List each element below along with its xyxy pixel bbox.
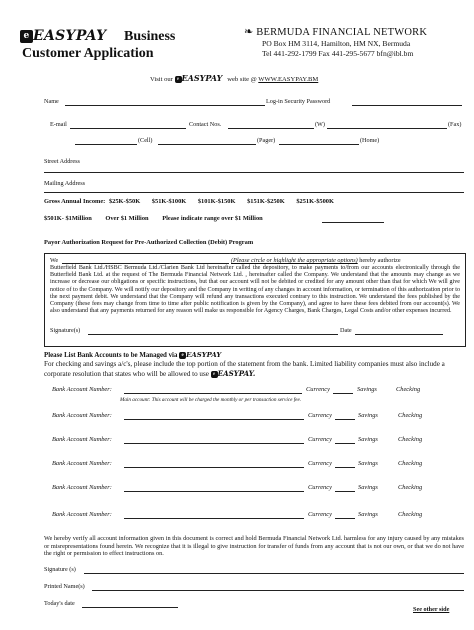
bank-account-field[interactable] [124, 443, 304, 444]
bank-account-field[interactable] [124, 518, 304, 519]
income-option[interactable]: $251K-$500K [296, 198, 334, 205]
savings-option[interactable]: Savings [358, 460, 378, 467]
login-label: Log-in Security Password [266, 98, 331, 105]
printed-name-field[interactable] [92, 590, 464, 591]
company-contact: Tel 441-292-1799 Fax 441-295-5677 bfn@ibl.bm [262, 49, 414, 58]
todays-date-label: Today's date [44, 600, 75, 607]
payor-instruction: (Please circle or highlight the appropriate options) hereby authorize [231, 257, 401, 264]
income-option[interactable]: $25K-$50K [108, 198, 141, 205]
bank-account-field[interactable] [124, 467, 304, 468]
home-field[interactable] [279, 144, 359, 145]
payor-signature-field[interactable] [88, 334, 338, 335]
savings-option[interactable]: Savings [357, 386, 377, 393]
currency-label: Currency [308, 412, 332, 419]
pager-label: (Pager) [257, 137, 276, 144]
website-link[interactable]: WWW.EASYPAY.BM [258, 76, 319, 83]
checking-option[interactable]: Checking [398, 436, 423, 443]
income-option[interactable]: Over $1 Million [105, 215, 149, 222]
work-phone-field[interactable] [228, 128, 314, 129]
payor-name-field[interactable] [62, 263, 229, 264]
cell-field[interactable] [75, 144, 137, 145]
currency-label: Currency [306, 386, 330, 393]
currency-label: Currency [308, 460, 332, 467]
company-address: PO Box HM 3114, Hamilton, HM NX, Bermuda [262, 39, 411, 48]
footer-signature-label: Signature (s) [44, 566, 76, 573]
name-label: Name [44, 98, 59, 105]
currency-label: Currency [308, 436, 332, 443]
easypay-emblem-icon: e [211, 371, 218, 378]
footer-signature-field[interactable] [84, 573, 464, 574]
currency-field[interactable] [335, 467, 355, 468]
easypay-logo: e EASYPAY [20, 28, 106, 44]
bank-account-field[interactable] [124, 393, 302, 394]
bank-account-row: Bank Account Number: [52, 484, 112, 491]
title-line2: Customer Application [22, 46, 154, 61]
see-other-side-link[interactable]: See other side [413, 606, 450, 613]
currency-field[interactable] [335, 491, 355, 492]
checking-option[interactable]: Checking [398, 412, 423, 419]
payor-date-label: Date [340, 327, 352, 334]
bank-account-row: Bank Account Number: [52, 511, 112, 518]
disclaimer: We hereby verify all account information given in this document is correct and hold Bermuda Financial Network Ltd. harmless for any injury caused by any mistakes or misrepresentations found herein. We recognize that it is illegal to give instruction for transfer of funds from any account that is not our own, or that we do not have the right or permission to effect instructions on. [44, 535, 464, 558]
income-over-field[interactable] [322, 222, 384, 223]
company-name: ❧ BERMUDA FINANCIAL NETWORK [244, 26, 428, 38]
checking-option[interactable]: Checking [396, 386, 421, 393]
todays-date-field[interactable] [82, 607, 178, 608]
payor-signature-label: Signature(s) [50, 327, 81, 334]
bank-account-row: Bank Account Number: [52, 412, 112, 419]
currency-field[interactable] [335, 518, 355, 519]
savings-option[interactable]: Savings [358, 436, 378, 443]
income-option[interactable]: $51K-$100K [151, 198, 187, 205]
bank-account-row: Bank Account Number: [52, 386, 112, 393]
currency-label: Currency [308, 511, 332, 518]
savings-option[interactable]: Savings [358, 412, 378, 419]
savings-option[interactable]: Savings [358, 511, 378, 518]
payor-body: Butterfield Bank Ltd./HSBC Bermuda Ltd./Clarien Bank Ltd hereinafter called the depository, to make payments to/from our accounts electronically through the Butterfield Bank Ltd. at the request of The Bermuda Financial Network Ltd. , hereinafter called the Company. We understand that the amounts may change as we increase or decrease our obligations or specific instructions, but that our account will not be debited or credited for any amount other than that for which We will give notice of to the Company. We will notify our depository and the Company in writing of any changes in account information, or termination of this authorization prior to the next payment debit. We understand that the Company will refund any transactions executed contrary to this instruction. We understand the fees published by the Company (these fees may change from time to time after public notification is given by the Company), and agree to have these fees debited from our account(s). We also understand that any payments returned for any reason will make us responsible for Agency Charges, Bank Charges, Legal Costs and/or other expenses incurred. [50, 265, 460, 315]
fax-field[interactable] [327, 128, 447, 129]
currency-field[interactable] [335, 443, 355, 444]
income-row-2: $501K- $1Million Over $1 Million Please indicate range over $1 Million [44, 215, 263, 222]
email-field[interactable] [70, 128, 186, 129]
easypay-emblem-icon: e [179, 352, 186, 359]
easypay-emblem-icon: e [20, 30, 33, 43]
login-field[interactable] [352, 105, 462, 106]
cell-label: (Cell) [138, 137, 153, 144]
currency-label: Currency [308, 484, 332, 491]
bank-account-field[interactable] [124, 419, 304, 420]
home-label: (Home) [360, 137, 380, 144]
checking-option[interactable]: Checking [398, 484, 423, 491]
printed-name-label: Printed Name(s) [44, 583, 85, 590]
visit-line: Visit our e EASYPAY web site @ WWW.EASYPAY.BM [150, 73, 319, 83]
easypay-emblem-icon: e [175, 76, 182, 83]
title-line1: Business [124, 29, 176, 44]
mailing-label: Mailing Address [44, 180, 86, 187]
mailing-field[interactable] [44, 192, 464, 193]
email-label: E-mail [50, 121, 67, 128]
feather-icon: ❧ [244, 26, 254, 38]
fax-label: (Fax) [448, 121, 462, 128]
street-label: Street Address [44, 158, 80, 165]
payor-we-line: We [50, 257, 59, 264]
savings-option[interactable]: Savings [358, 484, 378, 491]
income-option[interactable]: $151K-$250K [247, 198, 285, 205]
pager-field[interactable] [158, 144, 256, 145]
bank-account-row: Bank Account Number: [52, 460, 112, 467]
street-field[interactable] [44, 172, 464, 173]
checking-option[interactable]: Checking [398, 460, 423, 467]
bank-account-row: Bank Account Number: [52, 436, 112, 443]
currency-field[interactable] [335, 419, 355, 420]
banks-instructions: For checking and savings a/c's, please include the top portion of the statement from the bank. Limited liability companies must also include a corporate resolution that states who will be allowed to use e EASYPAY. [44, 360, 445, 378]
checking-option[interactable]: Checking [398, 511, 423, 518]
bank-account-field[interactable] [124, 491, 304, 492]
name-field[interactable] [65, 105, 265, 106]
income-option[interactable]: $101K-$150K [197, 198, 236, 205]
contact-nos-label: Contact Nos. [189, 121, 222, 128]
main-account-note: Main account: This account will be charged the monthly or per transaction service fee. [120, 397, 302, 403]
payor-heading: Payor Authorization Request for Pre-Authorized Collection (Debit) Program [44, 239, 254, 246]
income-row-1: Gross Annual Income: $25K-$50K $51K-$100K $101K-$150K $151K-$250K $251K-$500K [44, 198, 334, 205]
banks-heading: Please List Bank Accounts to be Managed via e EASYPAY [44, 351, 222, 359]
payor-date-field[interactable] [355, 334, 443, 335]
income-option[interactable]: $501K- $1Million [44, 215, 92, 222]
work-label: (W) [315, 121, 325, 128]
currency-field[interactable] [333, 393, 353, 394]
